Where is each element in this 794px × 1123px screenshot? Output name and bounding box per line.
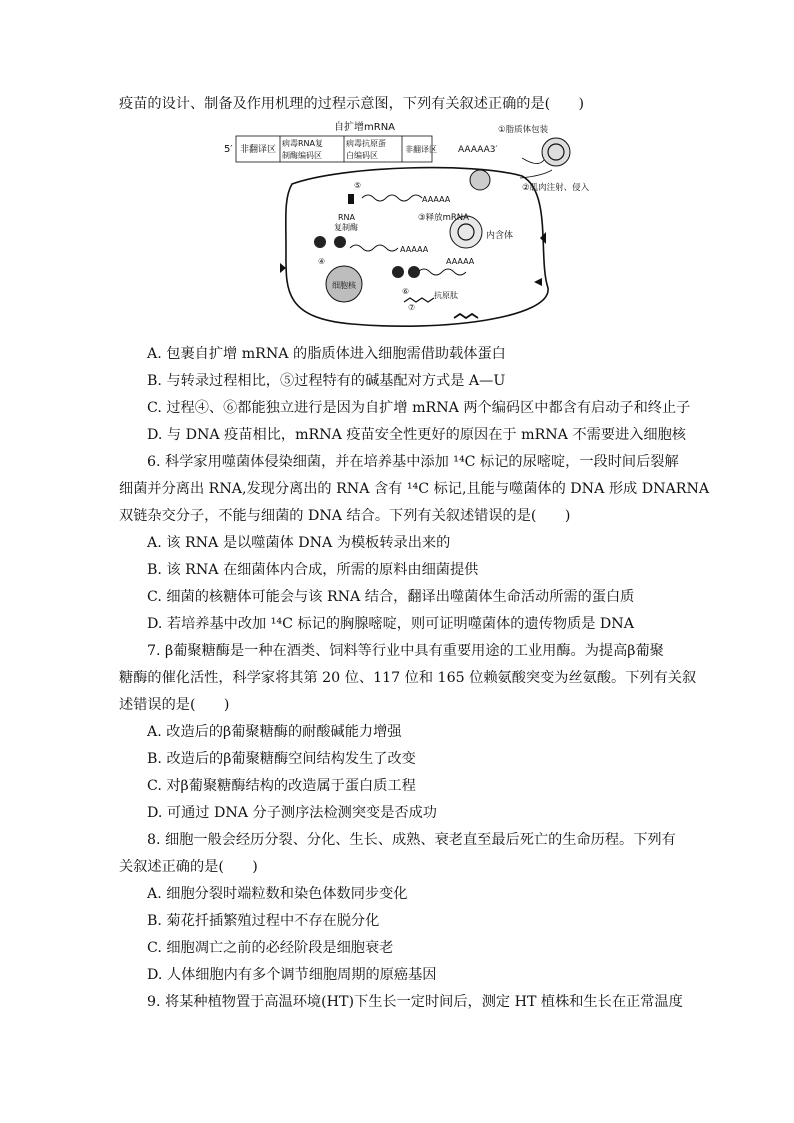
step6-label: ⑥ [402,287,410,296]
q8-option-d: D. 人体细胞内有多个调节细胞周期的原癌基因 [147,967,437,983]
step7-label: ⑦ [408,303,416,312]
ribosome-icon [334,236,346,248]
q7-stem-line-2: 糖酶的催化活性，科学家将其第 20 位、117 位和 165 位赖氨酸突变为丝氨酸。下列有关叙 [119,670,697,686]
antigen-peptide-icon [404,298,434,302]
q6-option-b: B. 该 RNA 在细菌体内合成，所需的原料由细菌提供 [147,562,479,578]
region-utr-3: 非翻译区 [405,145,437,154]
rna-replicase-label-1: RNA [338,213,356,222]
q6-stem-line-2: 细菌并分离出 RNA,发现分离出的 RNA 含有 ¹⁴C 标记,且能与噬菌体的 DNA 形成 DNARNA [119,481,710,497]
five-prime-label: 5′ [224,144,233,155]
polyA-label-1: AAAAA [422,195,451,204]
step5-label: ⑤ [354,181,362,190]
mrna-vaccine-figure [222,118,682,338]
ribosome-icon [314,236,326,248]
figure-title: 自扩增mRNA [334,122,396,133]
q8-option-a: A. 细胞分裂时端粒数和染色体数同步变化 [147,886,408,902]
region-utr-5: 非翻译区 [240,145,277,155]
q5-option-a: A. 包裹自扩增 mRNA 的脂质体进入细胞需借助载体蛋白 [147,346,506,362]
region-replicase: 病毒RNA复 [282,139,324,148]
q5-option-c: C. 过程④、⑥都能独立进行是因为自扩增 mRNA 两个编码区中都含有启动子和终止子 [147,400,691,416]
q7-option-a: A. 改造后的β葡聚糖酶的耐酸碱能力增强 [147,724,402,740]
q6-stem-line-1: 6. 科学家用噬菌体侵染细菌，并在培养基中添加 ¹⁴C 标记的尿嘧啶，一段时间后裂解 [147,454,679,470]
q7-option-c: C. 对β葡聚糖酶结构的改造属于蛋白质工程 [147,778,416,794]
step2-label: ②肌肉注射、侵入 [522,183,590,193]
step3-label: ③释放mRNA [418,213,469,223]
polyA-label-2: AAAAA [400,245,429,254]
lipid-particle-icon [542,138,570,166]
q6-option-a: A. 该 RNA 是以噬菌体 DNA 为模板转录出来的 [147,535,451,551]
ribosome-icon [392,266,404,278]
q6-option-c: C. 细菌的核糖体可能会与该 RNA 结合，翻译出噬菌体生命活动所需的蛋白质 [147,589,635,605]
svg-text:白编码区: 白编码区 [346,151,378,160]
presented-antigen-icon [454,314,478,318]
q8-stem-line-1: 8. 细胞一般会经历分裂、分化、生长、成熟、衰老直至最后死亡的生命历程。下列有 [147,832,676,848]
rna-replicase-label-2: 复制酶 [334,223,358,232]
q5-option-d: D. 与 DNA 疫苗相比，mRNA 疫苗安全性更好的原因在于 mRNA 不需要进入细胞核 [147,427,686,443]
q9-stem-line-1: 9. 将某种植物置于高温环境(HT)下生长一定时间后，测定 HT 植株和生长在正常温度 [147,994,683,1010]
polyA-label-3: AAAAA [446,257,475,266]
q8-option-c: C. 细胞凋亡之前的必经阶段是细胞衰老 [147,940,394,956]
q5-intro: 疫苗的设计、制备及作用机理的过程示意图，下列有关叙述正确的是( ) [119,96,585,112]
svg-text:制酶编码区: 制酶编码区 [282,151,322,160]
step1-label: ①脂质体包装 [498,125,549,135]
antigen-peptide-label: 抗原肽 [434,291,458,300]
replicase-icon [348,194,354,204]
entering-particle-icon [470,170,490,190]
q7-stem-line-1: 7. β葡聚糖酶是一种在酒类、饲料等行业中具有重要用途的工业用酶。为提高β葡聚 [147,643,664,659]
endosome-label: 内含体 [486,231,514,241]
q7-option-b: B. 改造后的β葡聚糖酶空间结构发生了改变 [147,751,416,767]
q7-stem-line-3: 述错误的是( ) [119,697,230,713]
q6-option-d: D. 若培养基中改加 ¹⁴C 标记的胸腺嘧啶，则可证明噬菌体的遗传物质是 DNA [147,616,634,632]
q7-option-d: D. 可通过 DNA 分子测序法检测突变是否成功 [147,805,437,821]
q8-stem-line-2: 关叙述正确的是( ) [119,859,258,875]
step4-label: ④ [318,257,326,266]
region-antigen: 病毒抗原蛋 [346,139,386,148]
polyA3-label: AAAAA3′ [458,145,498,155]
q5-option-b: B. 与转录过程相比，⑤过程特有的碱基配对方式是 A—U [147,373,506,389]
ribosome-icon [408,266,420,278]
q6-stem-line-3: 双链杂交分子，不能与细菌的 DNA 结合。下列有关叙述错误的是( ) [119,508,571,524]
nucleus-label: 细胞核 [332,281,356,290]
q8-option-b: B. 菊花扦插繁殖过程中不存在脱分化 [147,913,380,929]
